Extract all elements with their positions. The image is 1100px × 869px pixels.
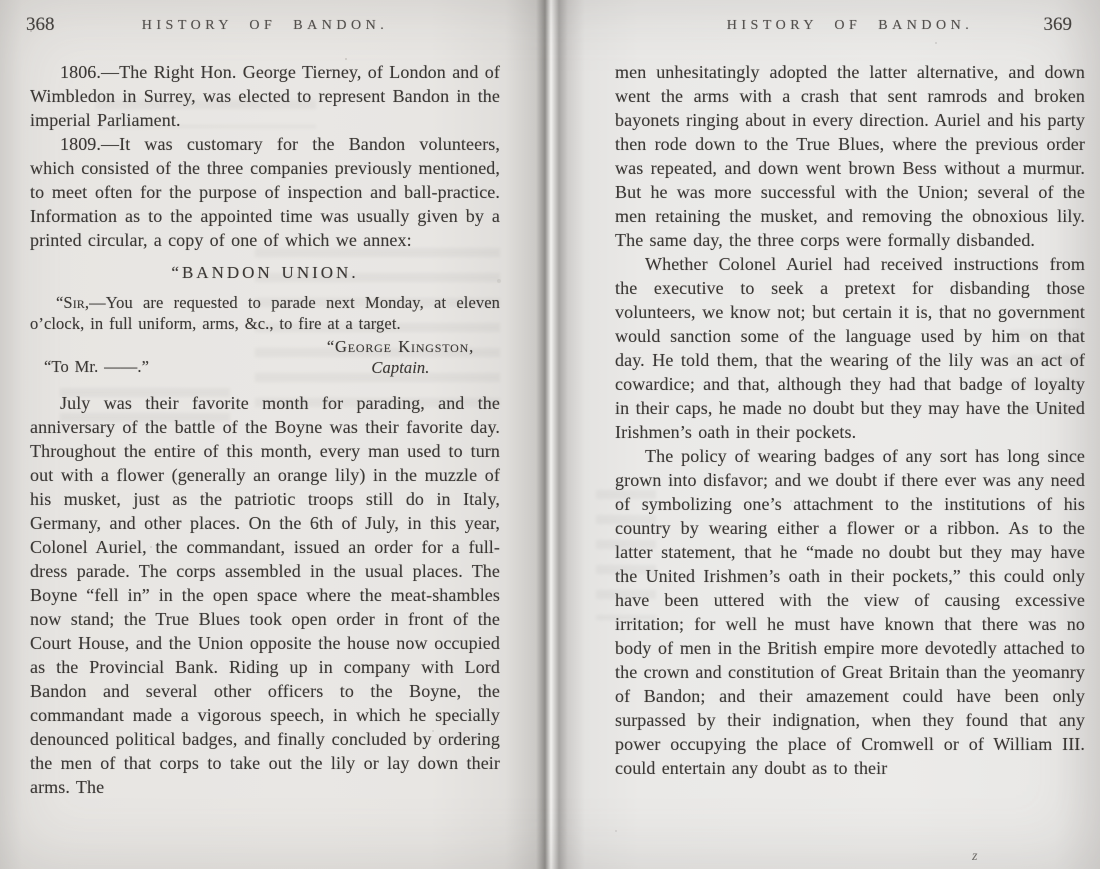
circular-signature-name: “George Kingston, xyxy=(326,337,474,356)
right-page-body xyxy=(615,60,1085,780)
paragraph-1809: 1809.—It was customary for the Bandon volunteers, which consisted of the three companies previously mentioned, to meet often for the purpose of inspection and ball-practice. Information as to the appointed time was usually given by a printed circular, a copy of one of which we annex: xyxy=(30,134,500,250)
left-page-body xyxy=(30,60,500,799)
page-number-left: 368 xyxy=(26,14,55,35)
circular-addressee: “To Mr. ——.” xyxy=(44,357,150,376)
paragraph-1806: 1806.—The Right Hon. George Tierney, of London and of Wimbledon in Surrey, was elected to represent Bandon in the imperial Parliament. xyxy=(30,62,500,130)
running-header-right: HISTORY OF BANDON. xyxy=(726,18,974,33)
circular-body-text: —You are requested to parade next Monday, at eleven o’clock, in full uniform, arms, &c., to fire at a target. xyxy=(30,293,500,333)
paragraph-continuation: men unhesitatingly adopted the latter alternative, and down went the arms with a crash that sent ramrods and broken bayonets ringing about in every direction. Auriel and his party then rode down to the True Blues, where the previous order was repeated, and down went brown Bess without a murmur. But he was more successful with the Union; several of the men retaining the musket, and removing the obnoxious lily. The same day, the three corps were formally disbanded. xyxy=(615,62,1085,250)
circular-signature-row xyxy=(30,336,500,382)
page-left xyxy=(0,0,545,869)
circular-signature-title: Captain. xyxy=(371,358,430,377)
paragraph-july: July was their favorite month for parading, and the anniversary of the battle of the Boyne was their favorite day. Throughout the entire of this month, every man used to turn out with a flower (generally an orange lily) in the muzzle of his musket, just as the patriotic troops still do in Italy, Germany, and other places. On the 6th of July, in this year, Colonel Auriel, the commandant, issued an order for a full-dress parade. The corps assembled in the usual places. The Boyne “fell in” in the open space where the meat-shambles now stand; the True Blues took open order in front of the Court House, and the Union opposite the house now occupied as the Provincial Bank. Riding up in company with Lord Bandon and several other officers to the Boyne, the commandant made a vigorous speech, in which he specially denounced political badges, and finally concluded by ordering the men of that corps to take out the lily or lay down their arms. The xyxy=(30,393,500,797)
printers-signature-mark: z xyxy=(972,849,978,864)
running-header-left: HISTORY OF BANDON. xyxy=(141,18,389,33)
page-number-right: 369 xyxy=(1043,14,1072,35)
circular-heading: “BANDON UNION. xyxy=(171,263,359,282)
paragraph-policy: The policy of wearing badges of any sort has long since grown into disfavor; and we doubt if there ever was any need of symbolizing one’s attachment to the institutions of his country by wearing either a flower or a ribbon. As to the latter statement, that he “made no doubt but they may have the United Irishmen’s oath in their pockets,” this could only have been uttered with the view of causing excessive irritation; for well he must have known that there was no body of men in the British empire more devotedly attached to the crown and constitution of Great Britain than the yeomanry of Bandon; and their amazement could have been only surpassed by their indignation, when they found that any power occupying the place of Cromwell or of William III. could entertain any doubt as to their xyxy=(615,446,1085,778)
circular-signature-block xyxy=(327,336,474,378)
paragraph-whether: Whether Colonel Auriel had received instructions from the executive to seek a pretext for disbanding those volunteers, we know not; but certain it is, that no government would sanction some of the language used by him on that day. He told them, that the wearing of the lily was an act of cowardice; and that, although they had that badge of loyalty in their caps, he made no doubt but they may have the United Irishmen’s oath in their pockets. xyxy=(615,254,1085,442)
circular-salutation: “Sir, xyxy=(56,293,90,312)
page-right xyxy=(575,0,1100,869)
circular-body xyxy=(30,292,500,334)
